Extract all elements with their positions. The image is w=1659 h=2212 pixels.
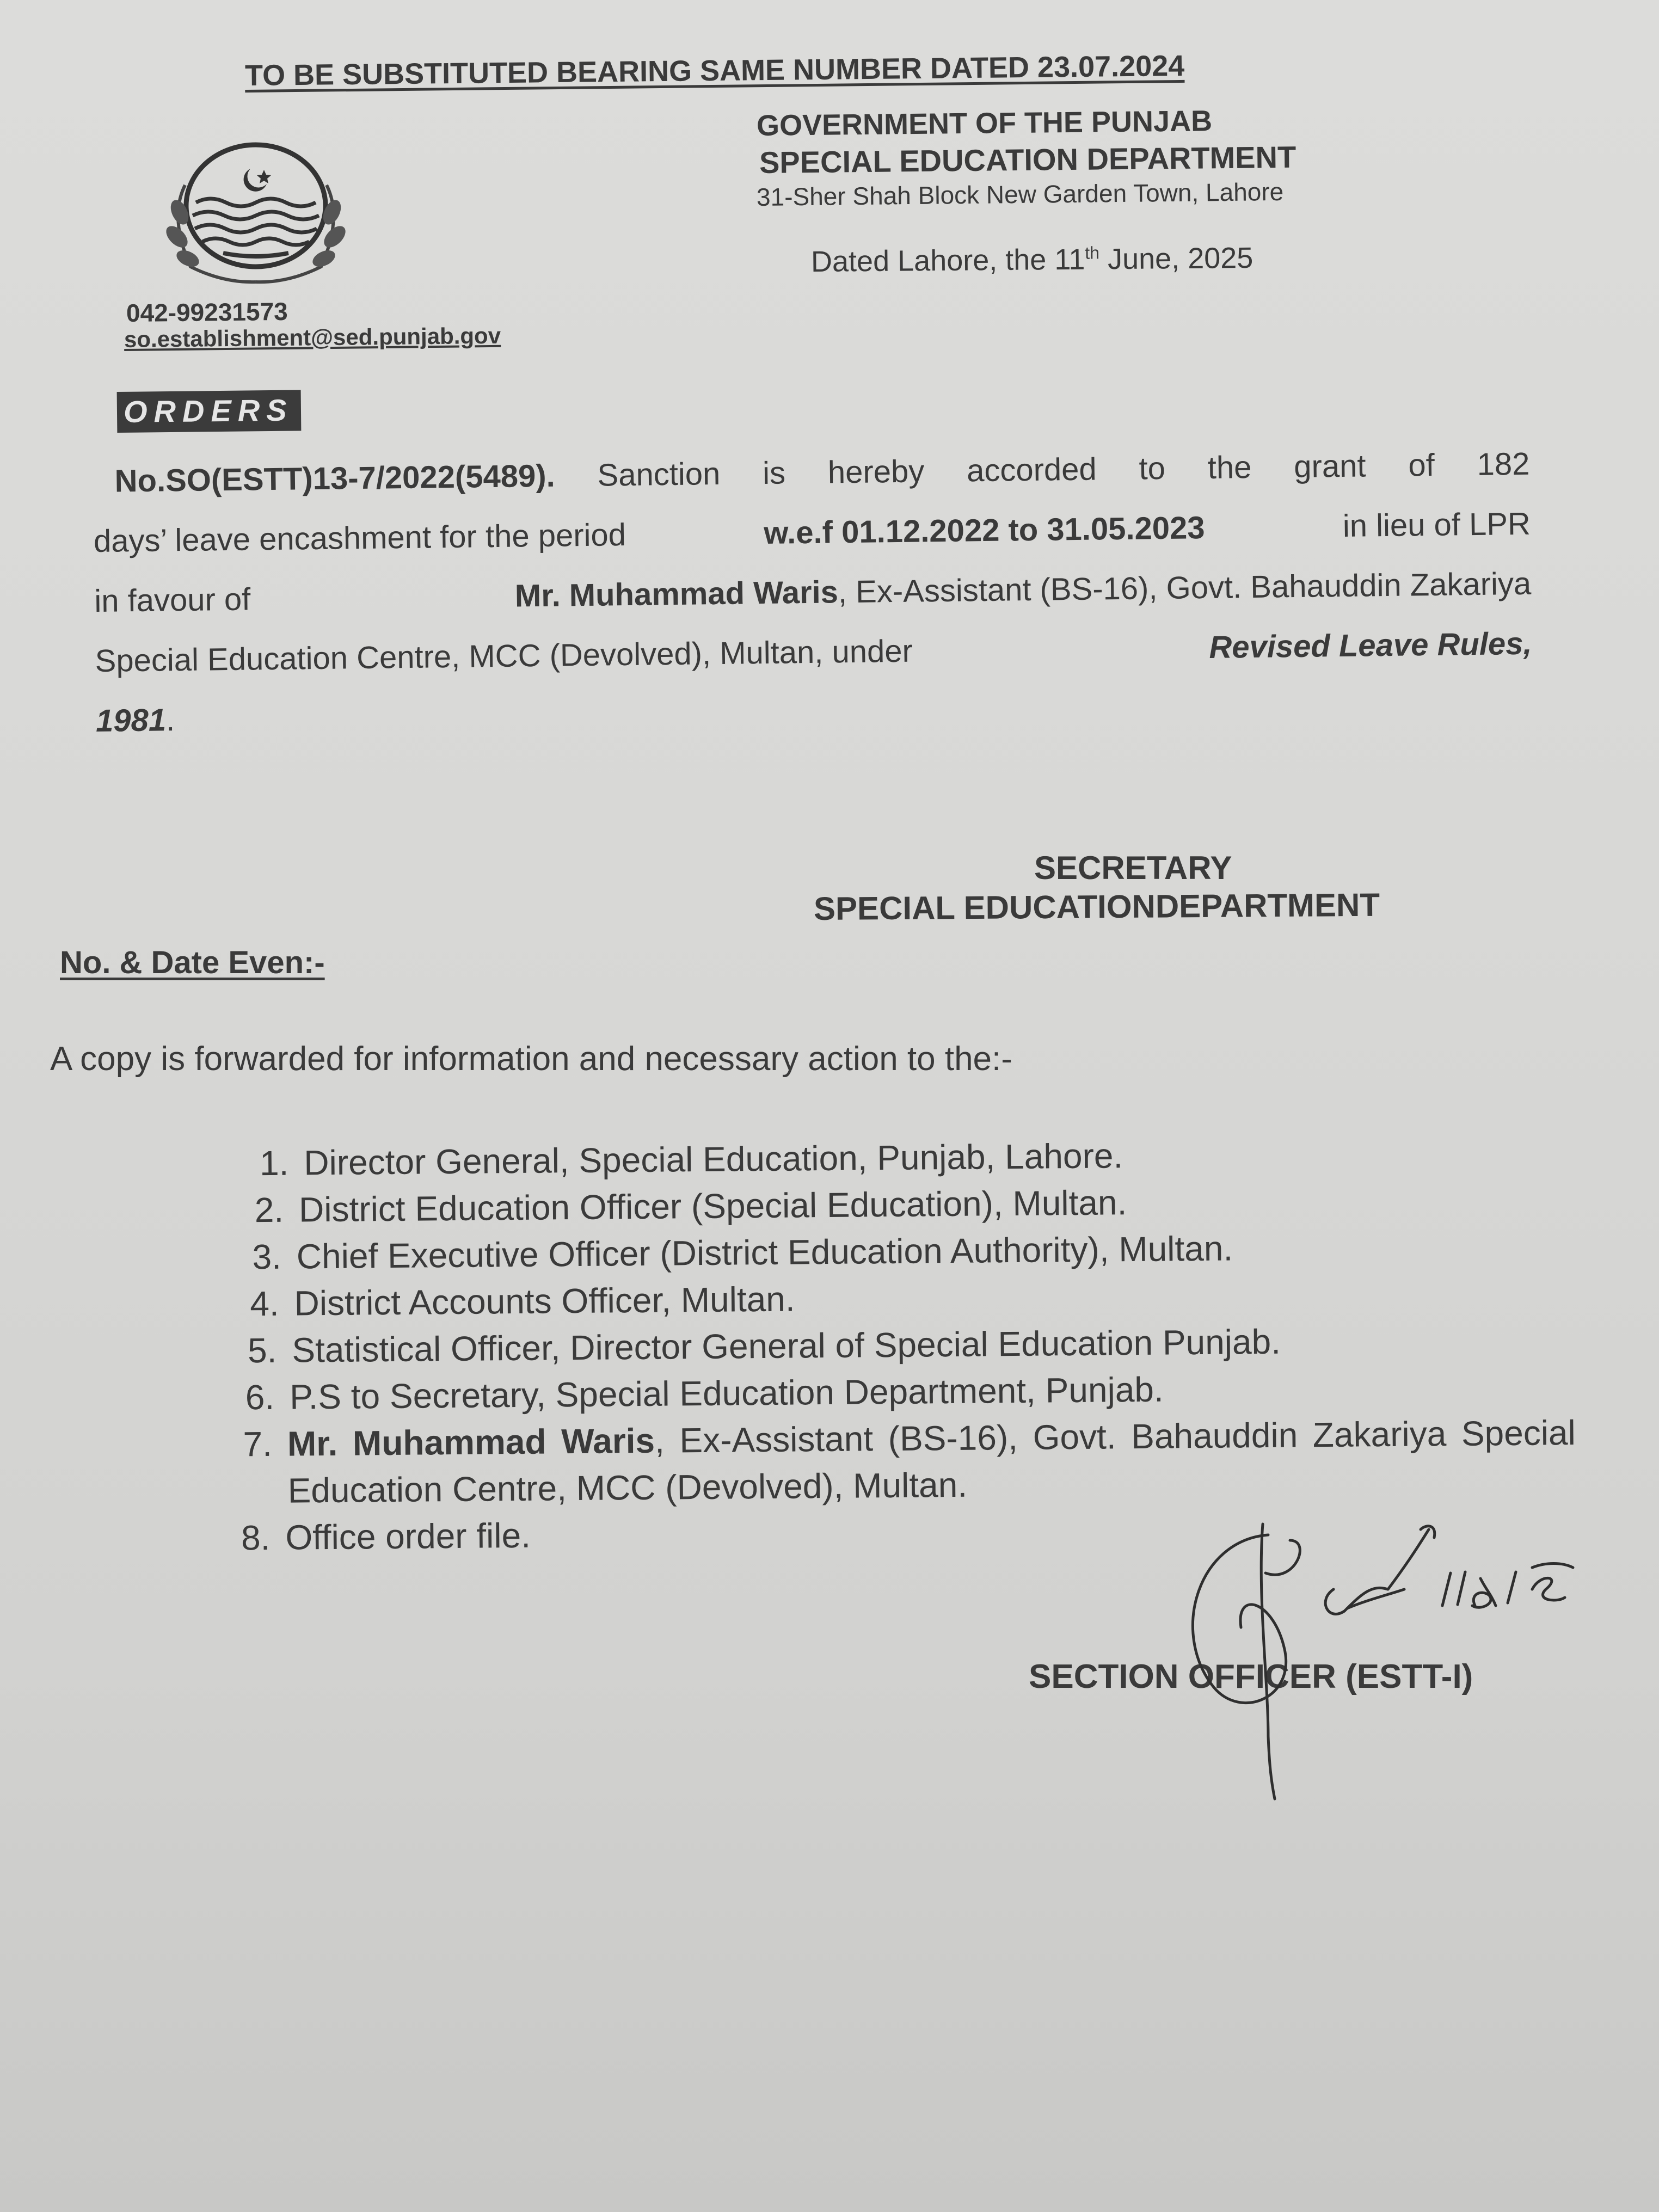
list-number: 3. [252,1237,282,1277]
signatory-title: SECRETARY [1034,850,1232,886]
para-word: Sanction [597,456,721,493]
list-number: 7. [243,1424,273,1464]
para-word: hereby [827,453,925,490]
signatory-department: SPECIAL EDUCATIONDEPARTMENT [813,886,1380,927]
list-item [207,1409,1576,1515]
list-number: 6. [245,1377,275,1417]
para-text: in favour of [94,581,251,619]
list-text: District Accounts Officer, Multan. [294,1279,795,1323]
leave-rules: Revised Leave Rules, [1208,625,1532,665]
handwritten-signature-icon [1132,1508,1611,1812]
leave-period: w.e.f 01.12.2022 to 31.05.2023 [763,510,1205,551]
substitution-notice: TO BE SUBSTITUTED BEARING SAME NUMBER DATED 23.07.2024 [244,49,1185,92]
department-heading: SPECIAL EDUCATION DEPARTMENT [759,139,1297,180]
para-word: accorded [966,451,1097,489]
para-text: in lieu of LPR [1342,506,1531,544]
orders-label: ORDERS [117,390,301,433]
punjab-emblem-icon [147,142,365,294]
list-text: Chief Executive Officer (District Education Authority), Multan. [296,1228,1233,1276]
department-address: 31-Sher Shah Block New Garden Town, Lahore [756,177,1284,211]
list-text: Statistical Officer, Director General of Special Education Punjab. [292,1322,1281,1370]
list-number: 2. [254,1190,284,1230]
para-text: days’ leave encashment for the period [93,517,626,559]
rules-year: 1981 [95,702,167,739]
list-number: 5. [247,1330,277,1371]
dated-suffix: June, 2025 [1099,241,1254,276]
para-end: . [165,702,175,738]
distribution-list [201,1128,1577,1562]
email-address[interactable]: so.establishment@sed.punjab.gov [124,322,501,352]
para-word: to [1139,450,1166,487]
order-number: No.SO(ESTT)13-7/2022(5489). [114,458,556,499]
para-word: is [762,455,786,491]
para-text: Special Education Centre, MCC (Devolved), Multan, under [95,633,913,679]
employee-name: Mr. Muhammad Waris [287,1421,655,1464]
section-officer-title: SECTION OFFICER (ESTT-I) [1029,1658,1473,1695]
list-text: District Education Officer (Special Education), Multan. [298,1183,1127,1230]
list-text-rest: , Ex-Assistant (BS-16), Govt. Bahauddin Zakariya Special Education Centre, MCC (Devolved), Multan. [287,1412,1576,1510]
list-text: Director General, Special Education, Punjab, Lahore. [304,1136,1123,1183]
para-word: 182 [1477,446,1530,482]
dated-line [811,239,1410,279]
para-word: the [1207,449,1252,486]
dated-prefix: Dated Lahore, the 11 [810,243,1085,278]
employee-name: Mr. Muhammad Waris [514,574,839,614]
list-number: 8. [241,1517,271,1558]
list-text: P.S to Secretary, Special Education Department, Punjab. [289,1369,1164,1417]
copy-forward-text: A copy is forwarded for information and necessary action to the:- [50,1040,1012,1078]
list-text: Office order file. [285,1515,531,1557]
list-number: 1. [259,1143,289,1183]
para-word: of [1408,447,1435,483]
para-word: grant [1293,448,1366,485]
list-text [287,1409,1576,1514]
list-number: 4. [249,1283,279,1324]
government-heading: GOVERNMENT OF THE PUNJAB [756,105,1213,142]
para-text: , Ex-Assistant (BS-16), Govt. Bahauddin Zakariya [838,566,1532,610]
no-date-even-label: No. & Date Even:- [60,945,325,980]
phone-number: 042-99231573 [126,297,288,327]
order-paragraph [93,434,1533,751]
dated-sup: th [1085,243,1100,263]
